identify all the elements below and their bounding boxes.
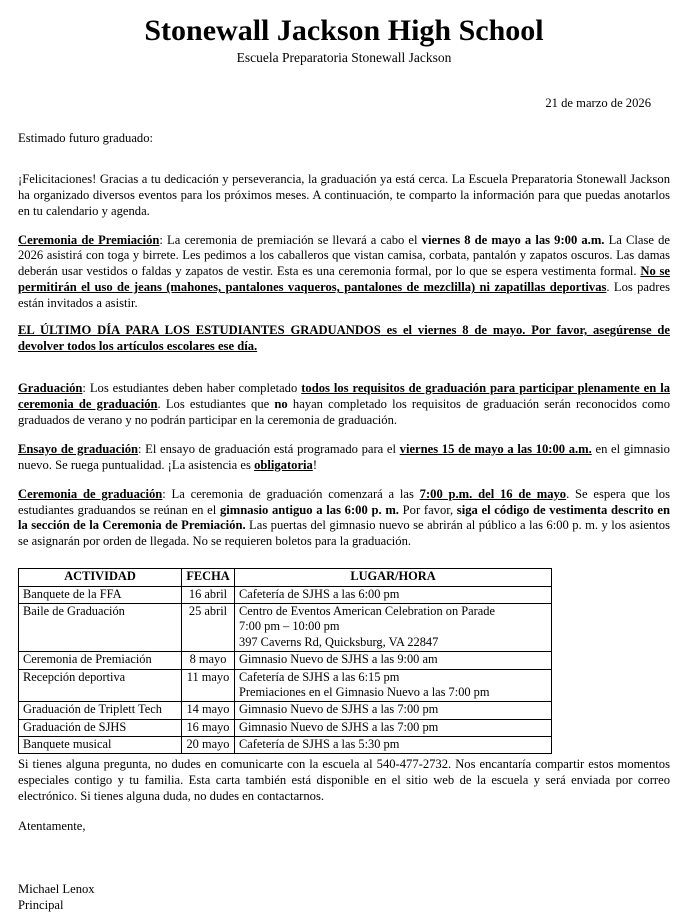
ceremony-heading: Ceremonia de graduación bbox=[18, 486, 163, 501]
cell-place bbox=[235, 669, 552, 702]
rehearsal-datetime: viernes 15 de mayo a las 10:00 a.m. bbox=[399, 441, 592, 456]
cell-date: 16 mayo bbox=[182, 719, 235, 736]
rehearsal-seg3: en el gimnasio nuevo. Se ruega puntualidad. ¡La asistencia es bbox=[18, 441, 670, 472]
table-header-row bbox=[19, 569, 552, 586]
rehearsal-seg5: ! bbox=[312, 457, 318, 472]
cell-place bbox=[235, 652, 552, 669]
graduation-no-emphasis: no bbox=[274, 396, 288, 411]
column-header-activity: ACTIVIDAD bbox=[19, 569, 182, 586]
cell-place-line: Centro de Eventos American Celebration on Parade bbox=[239, 604, 495, 619]
cell-activity: Graduación de SJHS bbox=[19, 719, 182, 736]
last-day-paragraph bbox=[18, 323, 670, 355]
last-day-heading: EL ÚLTIMO DÍA PARA LOS ESTUDIANTES GRADUANDOS bbox=[18, 323, 381, 338]
awards-dresscode-restriction: No se permitirán el uso de jeans (mahones, pantalones vaqueros, pantalones de mezclilla) ni zapatillas deportivas bbox=[18, 264, 671, 295]
awards-date: viernes 8 de mayo a las 9:00 a.m. bbox=[421, 232, 605, 247]
ceremony-paragraph bbox=[18, 487, 670, 551]
cell-place-line: Cafetería de SJHS a las 6:15 pm bbox=[239, 669, 400, 684]
cell-place bbox=[235, 586, 552, 603]
ceremony-seg7: Las puertas del gimnasio nuevo se abrirán al público a las 6:00 p. m. y los asientos se asignarán por orden de llegada. No se requieren boletos para la graduación. bbox=[18, 518, 670, 549]
page-subtitle: Escuela Preparatoria Stonewall Jackson bbox=[236, 49, 452, 65]
events-table bbox=[18, 568, 552, 754]
table-row bbox=[19, 652, 552, 669]
awards-paragraph bbox=[18, 233, 670, 313]
table-row bbox=[19, 604, 552, 652]
cell-place-line: Gimnasio Nuevo de SJHS a las 9:00 am bbox=[239, 652, 438, 667]
cell-place bbox=[235, 702, 552, 719]
awards-seg1: : La ceremonia de premiación se llevará a cabo el bbox=[159, 232, 422, 247]
signoff: Atentamente, bbox=[18, 819, 86, 834]
cell-place-line: Cafetería de SJHS a las 5:30 pm bbox=[239, 737, 400, 752]
rehearsal-heading: Ensayo de graduación bbox=[18, 441, 138, 456]
ceremony-gathering-place: gimnasio antiguo a las 6:00 p. m. bbox=[219, 502, 399, 517]
signer-name: Michael Lenox bbox=[18, 882, 95, 897]
page-title: Stonewall Jackson High School bbox=[144, 14, 544, 47]
cell-activity: Ceremonia de Premiación bbox=[19, 652, 182, 669]
awards-heading: Ceremonia de Premiación bbox=[18, 232, 160, 247]
column-header-place: LUGAR/HORA bbox=[235, 569, 552, 586]
cell-activity: Banquete musical bbox=[19, 737, 182, 754]
cell-activity: Recepción deportiva bbox=[19, 669, 182, 702]
ceremony-seg3: . Se espera que los estudiantes graduandos se reúnan en el bbox=[18, 486, 671, 517]
rehearsal-seg1: : El ensayo de graduación está programado para el bbox=[138, 441, 400, 456]
cell-place-line: Gimnasio Nuevo de SJHS a las 7:00 pm bbox=[239, 702, 439, 717]
ceremony-seg5: Por favor, bbox=[398, 502, 457, 517]
graduation-paragraph bbox=[18, 381, 670, 429]
table-row bbox=[19, 586, 552, 603]
salutation: Estimado futuro graduado: bbox=[18, 130, 154, 145]
cell-place-line: Premiaciones en el Gimnasio Nuevo a las 7:00 pm bbox=[239, 684, 490, 699]
events-table-body bbox=[19, 586, 552, 754]
cell-place-line: Cafetería de SJHS a las 6:00 pm bbox=[239, 586, 400, 601]
cell-date: 20 mayo bbox=[182, 737, 235, 754]
cell-place bbox=[235, 737, 552, 754]
cell-place bbox=[235, 719, 552, 736]
letter-date: 21 de marzo de 2026 bbox=[545, 95, 651, 110]
table-row bbox=[19, 737, 552, 754]
awards-seg5: . Los padres están invitados a asistir. bbox=[18, 280, 670, 311]
last-day-detail: es el viernes 8 de mayo. Por favor, asegúrense de devolver todos los artículos escolares ese día. bbox=[18, 323, 670, 354]
ceremony-datetime: 7:00 p.m. del 16 de mayo bbox=[419, 486, 567, 501]
table-row bbox=[19, 719, 552, 736]
cell-date: 14 mayo bbox=[182, 702, 235, 719]
cell-activity: Graduación de Triplett Tech bbox=[19, 702, 182, 719]
table-row bbox=[19, 702, 552, 719]
graduation-requirements: todos los requisitos de graduación para participar plenamente en la ceremonia de graduación bbox=[18, 381, 670, 411]
awards-seg3: La Clase de 2026 asistirá con toga y birrete. Les pedimos a los caballeros que vistan camisa, corbata, pantalón y zapatos oscuros. Las damas deberán usar vestidos o faldas y zapatos de vestir. Esta es una ceremonia formal, por lo que se espera vestimenta formal. bbox=[18, 232, 671, 279]
table-row bbox=[19, 669, 552, 702]
cell-date: 11 mayo bbox=[182, 669, 235, 702]
cell-date: 16 abril bbox=[182, 586, 235, 603]
cell-activity: Baile de Graduación bbox=[19, 604, 182, 652]
signature-block bbox=[18, 882, 670, 913]
cell-place-line: 397 Caverns Rd, Quicksburg, VA 22847 bbox=[239, 634, 439, 649]
ceremony-dresscode-ref: siga el código de vestimenta descrito en la sección de la Ceremonia de Premiación. bbox=[18, 502, 670, 533]
rehearsal-mandatory: obligatoria bbox=[254, 457, 313, 472]
graduation-seg5: hayan completado los requisitos de graduación serán reconocidos como graduados de verano y no podrán participar en la ceremonia de graduación. bbox=[18, 396, 670, 427]
ceremony-seg1: : La ceremonia de graduación comenzará a las bbox=[162, 486, 420, 501]
rehearsal-paragraph bbox=[18, 442, 670, 474]
graduation-seg3: . Los estudiantes que bbox=[157, 396, 275, 411]
closing-paragraph: Si tienes alguna pregunta, no dudes en comunicarte con la escuela al 540-477-2732. Nos encantaría compartir estos momentos especiales contigo y tu familia. Esta carta también está disponible en el sitio web de la escuela y será enviada por correo electrónico. Si tienes alguna duda, no dudes en contactarnos. bbox=[18, 757, 670, 804]
cell-date: 25 abril bbox=[182, 604, 235, 652]
cell-place-line: 7:00 pm – 10:00 pm bbox=[239, 619, 340, 634]
column-header-date: FECHA bbox=[182, 569, 235, 586]
cell-place-line: Gimnasio Nuevo de SJHS a las 7:00 pm bbox=[239, 719, 439, 734]
cell-place bbox=[235, 604, 552, 652]
events-table-header bbox=[19, 569, 552, 586]
cell-date: 8 mayo bbox=[182, 652, 235, 669]
intro-paragraph: ¡Felicitaciones! Gracias a tu dedicación y perseverancia, la graduación ya está cerca. La Escuela Preparatoria Stonewall Jackson ha organizado diversos eventos para los próximos meses. A continuación, te comparto la información para que puedas anotarlos en tu calendario y agenda. bbox=[18, 171, 670, 218]
graduation-heading: Graduación bbox=[18, 381, 83, 395]
graduation-seg1: : Los estudiantes deben haber completado bbox=[82, 381, 302, 395]
signer-title: Principal bbox=[18, 897, 64, 912]
cell-activity: Banquete de la FFA bbox=[19, 586, 182, 603]
